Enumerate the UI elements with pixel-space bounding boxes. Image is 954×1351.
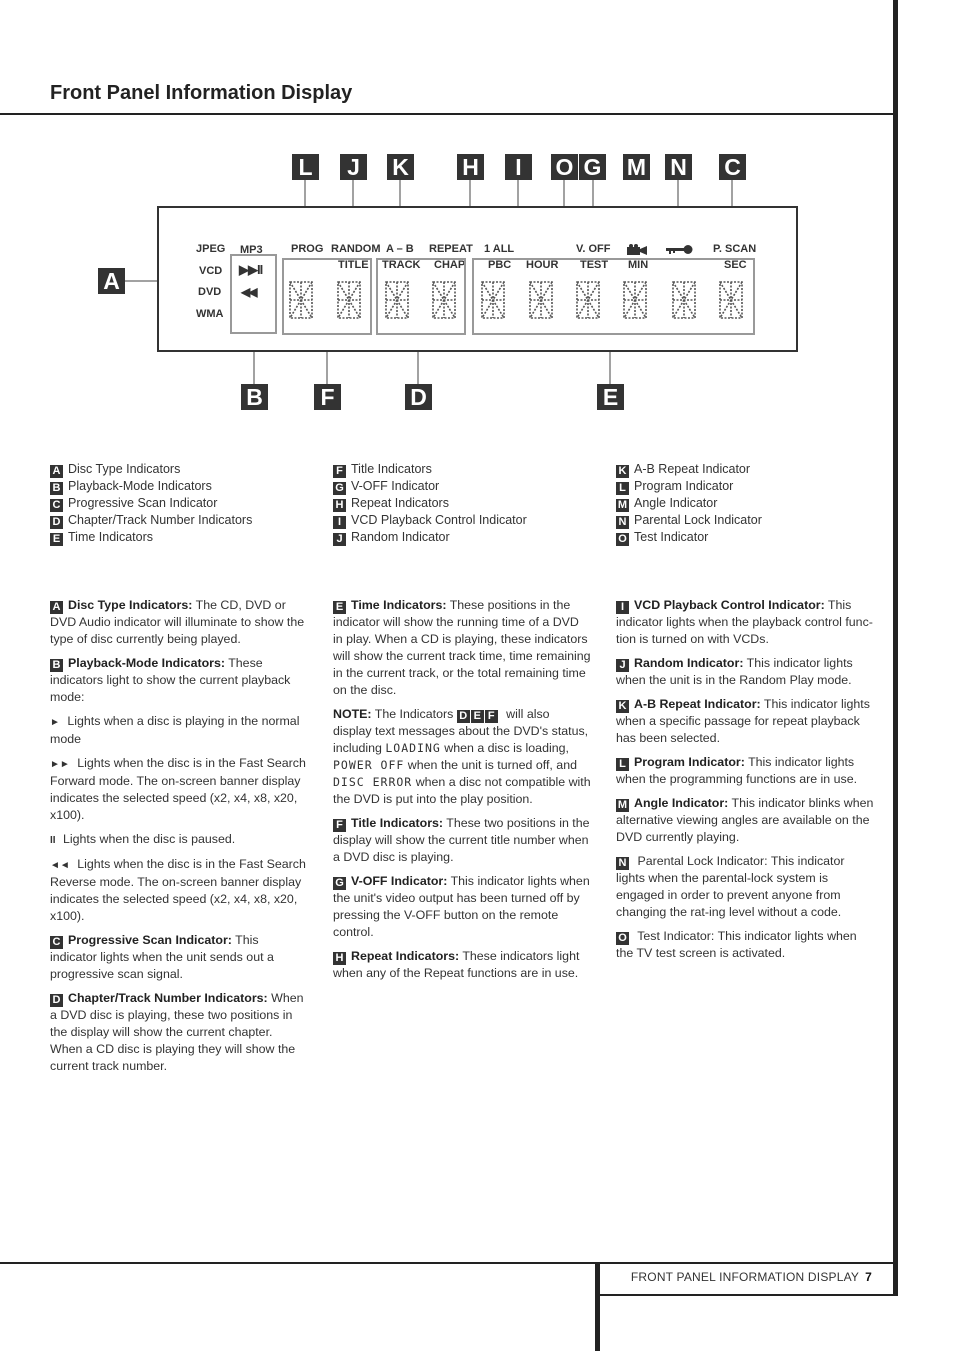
rewind-icon: ◄◄ [50, 860, 70, 871]
front-panel-diagram [0, 140, 895, 430]
parental-lock-key-icon [666, 245, 694, 255]
label-chap: CHAP [434, 259, 466, 271]
label-random: RANDOM [331, 243, 381, 255]
angle-camera-icon [627, 244, 649, 256]
paragraph-test: O Test Indicator: This indicator lights when the TV test screen is activated. [616, 929, 857, 960]
page-title: Front Panel Information Display [50, 82, 353, 104]
digit-chapter-2 [431, 280, 457, 320]
paragraph-play: ► Lights when a disc is playing in the normal mode [50, 714, 300, 746]
label-prog: PROG [291, 243, 324, 255]
label-sec: SEC [724, 259, 747, 271]
callout-letter-j: J [340, 154, 367, 180]
label-a-b: A – B [386, 243, 414, 255]
digit-time-3 [575, 280, 601, 320]
digit-title-1 [288, 280, 314, 320]
label-test: TEST [580, 259, 609, 271]
label-mp3: MP3 [240, 244, 263, 256]
paragraph-time: E Time Indicators: These positions in the indicator will show the running time of a DVD in play. When a CD is playing, these indicators will show the current track time, time remaining in the current track, or the total remaining time on the disc. [333, 598, 591, 697]
label-jpeg: JPEG [196, 243, 226, 255]
play-pause-icon: ▶▶II [239, 262, 263, 277]
label-wma: WMA [196, 308, 224, 320]
callout-letter-a: A [98, 268, 125, 294]
label-pbc: PBC [488, 259, 512, 271]
legend-column-3 [616, 461, 762, 546]
label-1-all: 1 ALL [484, 243, 515, 255]
legend-item: J Random Indicator [333, 529, 527, 546]
legend-item: I VCD Playback Control Indicator [333, 512, 527, 529]
label-title: TITLE [338, 259, 369, 271]
footer-rule [0, 1262, 898, 1264]
label-p-scan: P. SCAN [713, 243, 757, 255]
body-column-3 [616, 597, 874, 969]
digit-time-5 [671, 280, 697, 320]
header-rule [0, 113, 895, 115]
paragraph-angle: M Angle Indicator: This indicator blinks when alternative viewing angles are available on the DVD currently playing. [616, 796, 874, 844]
label-track: TRACK [382, 259, 421, 271]
footer-section-title: FRONT PANEL INFORMATION DISPLAY [630, 1270, 860, 1284]
digit-time-2 [528, 280, 554, 320]
paragraph-fast-forward: ►► Lights when the disc is in the Fast Search Forward mode. The on-screen banner display indicates the selected speed (x2, x4, x8, x20, x100). [50, 756, 306, 822]
digit-time-4 [622, 280, 648, 320]
callout-letter-o: O [551, 154, 578, 180]
fast-forward-icon: ►► [50, 759, 70, 770]
paragraph-v-off: G V-OFF Indicator: This indicator lights when the unit's video output has been turned off by pressing the V-OFF button on the remote control. [333, 874, 590, 939]
label-min: MIN [628, 259, 649, 271]
callout-letter-h: H [457, 154, 484, 180]
legend-column-2 [333, 461, 527, 546]
paragraph-disc-type: A Disc Type Indicators: The CD, DVD or DVD Audio indicator will illuminate to show the type of disc currently being played. [50, 598, 305, 646]
callout-letter-f: F [314, 384, 341, 410]
callout-letter-i: I [505, 154, 532, 180]
label-repeat: REPEAT [429, 243, 473, 255]
digit-time-6 [718, 280, 744, 320]
callout-letter-g: G [579, 154, 606, 180]
callout-letter-m: M [623, 154, 650, 180]
callout-letter-b: B [241, 384, 268, 410]
page-number: 7 [865, 1270, 872, 1284]
pause-icon: II [50, 835, 56, 846]
digit-time-1 [480, 280, 506, 320]
body-column-2 [333, 597, 591, 989]
time-digit-group [472, 258, 755, 335]
paragraph-playback-mode: B Playback-Mode Indicators: These indicators light to show the current playback mode: [50, 656, 291, 704]
paragraph-vcd-pbc: I VCD Playback Control Indicator: This indicator lights when the playback control func-tion is turned on with VCDs. [616, 598, 873, 646]
legend-item: F Title Indicators [333, 461, 527, 478]
legend-item: B Playback-Mode Indicators [50, 478, 252, 495]
paragraph-repeat: H Repeat Indicators: These indicators light when any of the Repeat functions are in use. [333, 949, 580, 980]
legend-item: A Disc Type Indicators [50, 461, 252, 478]
paragraph-random: J Random Indicator: This indicator lights when the unit is in the Random Play mode. [616, 656, 853, 687]
legend-item: M Angle Indicator [617, 496, 718, 511]
legend-item: K A-B Repeat Indicator [616, 461, 762, 478]
label-vcd: VCD [199, 265, 223, 277]
legend-column-1 [50, 461, 252, 546]
legend-item: G V-OFF Indicator [333, 478, 527, 495]
paragraph-title: F Title Indicators: These two positions in the display will show the current title number when a DVD disc is playing. [333, 816, 590, 864]
legend-item: D Chapter/Track Number Indicators [50, 512, 252, 529]
body-column-1 [50, 597, 308, 1082]
callout-letter-c: C [719, 154, 746, 180]
label-v-off: V. OFF [576, 243, 611, 255]
legend-item: C Progressive Scan Indicator [50, 495, 252, 512]
callout-letter-e: E [597, 384, 624, 410]
paragraph-parental-lock: N Parental Lock Indicator: This indicator lights when the parental-lock system is engaged in order to prevent anyone from changing the rat-ing level without a code. [616, 854, 845, 919]
legend-item: N Parental Lock Indicator [616, 512, 762, 529]
paragraph-pause: II Lights when the disc is paused. [50, 832, 236, 846]
paragraph-progressive-scan: C Progressive Scan Indicator: This indicator lights when the unit sends out a progressive scan signal. [50, 933, 274, 981]
callout-letter-l: L [292, 154, 319, 180]
rewind-icon: ◀◀ [241, 285, 256, 299]
paragraph-program: L Program Indicator: This indicator lights when the programming functions are in use. [616, 755, 858, 786]
label-dvd: DVD [198, 286, 222, 298]
legend-item: H Repeat Indicators [333, 495, 527, 512]
paragraph-ab-repeat: K A-B Repeat Indicator: This indicator lights when a specific passage for repeat playback has been selected. [616, 697, 870, 745]
paragraph-chapter-track: D Chapter/Track Number Indicators: When a DVD disc is playing, these two positions in the display will show the current chapter. When a CD disc is playing they will show the current track number. [50, 991, 304, 1073]
label-hour: HOUR [526, 259, 559, 271]
digit-chapter-1 [384, 280, 410, 320]
legend-item: O Test Indicator [616, 529, 762, 546]
legend-item: L Program Indicator [616, 478, 762, 495]
digit-title-2 [336, 280, 362, 320]
paragraph-rewind: ◄◄ Lights when the disc is in the Fast Search Reverse mode. The on-screen banner display indicates the selected speed (x2, x4, x8, x20, x100). [50, 857, 306, 923]
footer [600, 1270, 872, 1284]
callout-letter-n: N [665, 154, 692, 180]
callout-letter-k: K [387, 154, 414, 180]
footer-underline [600, 1294, 898, 1296]
callout-letter-d: D [405, 384, 432, 410]
paragraph-note: NOTE: The Indicators D E F will also display text messages about the DVD's status, including LOADING when a disc is loading, POWER OFF when the unit is turned off, and DISC ERROR when a disc not compatible with the DVD is put into the play position. [333, 707, 591, 806]
legend-item: E Time Indicators [50, 529, 252, 546]
play-icon: ► [50, 717, 60, 728]
